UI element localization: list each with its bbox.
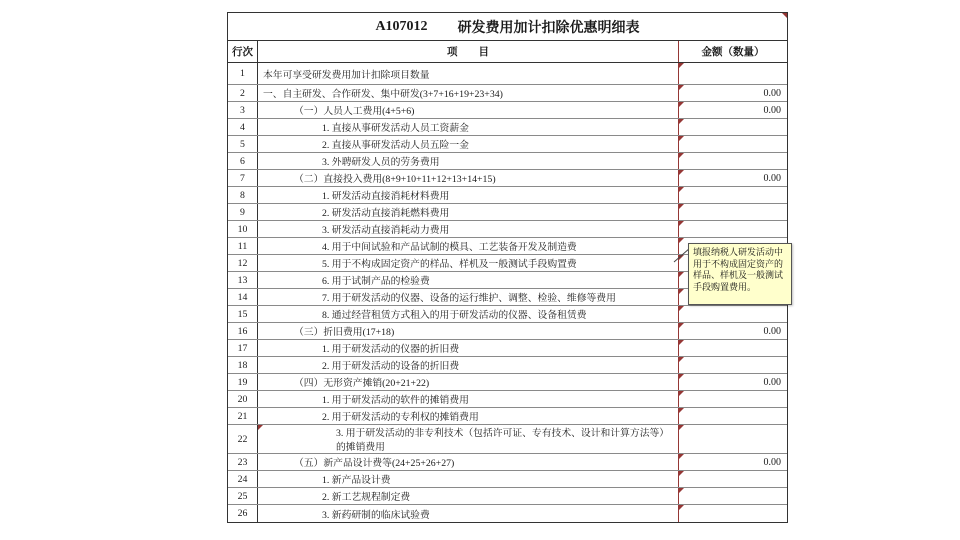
item-comment-flag-icon: [258, 425, 263, 430]
table-row: [228, 471, 787, 488]
header-item[interactable]: 项 目: [447, 47, 489, 58]
item-cell-label: 2. 新工艺规程制定费: [322, 492, 411, 503]
row-number-cell[interactable]: 14: [228, 289, 258, 305]
item-cell[interactable]: [258, 85, 678, 101]
row-number-cell[interactable]: 20: [228, 391, 258, 407]
table-row: [228, 391, 787, 408]
row-number-cell[interactable]: 15: [228, 306, 258, 322]
row-number-cell[interactable]: 16: [228, 323, 258, 339]
item-cell[interactable]: [258, 238, 678, 254]
row-number-cell[interactable]: 26: [228, 505, 258, 522]
table-row: [228, 505, 787, 522]
item-cell-label: （五）新产品设计费等(24+25+26+27): [294, 458, 455, 469]
row-number-cell[interactable]: 9: [228, 204, 258, 220]
table-row: [228, 63, 787, 85]
header-row-number[interactable]: 行次: [228, 41, 258, 62]
row-number-cell[interactable]: 7: [228, 170, 258, 186]
item-cell[interactable]: [258, 153, 678, 169]
item-cell[interactable]: [258, 471, 678, 487]
item-cell[interactable]: [258, 306, 678, 322]
amount-value: 0.00: [763, 456, 781, 468]
item-cell-label: 2. 用于研发活动的专利权的摊销费用: [322, 412, 479, 423]
table-row: [228, 136, 787, 153]
item-cell[interactable]: [258, 170, 678, 186]
amount-value: 0.00: [763, 172, 781, 184]
comment-flag-icon: [679, 170, 684, 175]
comment-flag-icon: [679, 272, 684, 277]
item-cell[interactable]: [258, 102, 678, 118]
comment-flag-icon: [679, 63, 684, 68]
item-cell-label: 8. 通过经营租赁方式租入的用于研发活动的仪器、设备租赁费: [322, 310, 587, 321]
comment-flag-icon: [679, 340, 684, 345]
item-cell[interactable]: [258, 488, 678, 504]
amount-cell[interactable]: [678, 340, 787, 356]
table-row: [228, 323, 787, 340]
comment-flag-icon: [679, 187, 684, 192]
row-number-cell[interactable]: 24: [228, 471, 258, 487]
item-cell-label: 4. 用于中间试验和产品试制的模具、工艺装备开发及制造费: [322, 242, 577, 253]
item-cell-label: 2. 直接从事研发活动人员五险一金: [322, 140, 469, 151]
item-cell-label: 本年可享受研发费用加计扣除项目数量: [263, 69, 430, 81]
item-cell[interactable]: [258, 63, 678, 84]
amount-cell[interactable]: [678, 102, 787, 118]
item-cell-label: 5. 用于不构成固定资产的样品、样机及一般测试手段购置费: [322, 259, 577, 270]
item-cell-label: 2. 用于研发活动的设备的折旧费: [322, 361, 460, 372]
comment-flag-icon: [679, 488, 684, 493]
item-cell-label: 3. 用于研发活动的非专利技术（包括许可证、专有技术、设计和计算方法等）的摊销费用: [336, 428, 670, 453]
item-cell-label: 3. 新药研制的临床试验费: [322, 509, 430, 521]
item-cell[interactable]: [258, 136, 678, 152]
amount-cell[interactable]: [678, 221, 787, 237]
row-number-cell[interactable]: 4: [228, 119, 258, 135]
amount-cell[interactable]: [678, 306, 787, 322]
table-row: [228, 153, 787, 170]
table-row: [228, 454, 787, 471]
item-cell-label: 1. 用于研发活动的软件的摊销费用: [322, 395, 469, 406]
comment-flag-icon: [679, 238, 684, 243]
table-row: [228, 340, 787, 357]
comment-flag-icon: [679, 374, 684, 379]
amount-value: 0.00: [763, 376, 781, 388]
row-number-cell[interactable]: 6: [228, 153, 258, 169]
comment-flag-icon: [679, 85, 684, 90]
comment-flag-icon: [679, 119, 684, 124]
comment-flag-icon: [679, 136, 684, 141]
form-title-cell[interactable]: [228, 13, 787, 41]
table-row: [228, 374, 787, 391]
item-cell[interactable]: [258, 289, 678, 305]
amount-cell[interactable]: [678, 187, 787, 203]
item-cell[interactable]: [258, 255, 678, 271]
comment-flag-icon: [679, 505, 684, 510]
table-row: [228, 187, 787, 204]
comment-flag-icon: [679, 102, 684, 107]
comment-flag-icon: [679, 153, 684, 158]
item-cell-label: 1. 新产品设计费: [322, 475, 391, 486]
row-number-cell[interactable]: 11: [228, 238, 258, 254]
item-cell-label: 1. 用于研发活动的仪器的折旧费: [322, 344, 460, 355]
item-cell-label: （二）直接投入费用(8+9+10+11+12+13+14+15): [294, 174, 496, 185]
amount-cell[interactable]: [678, 408, 787, 424]
table-row: [228, 204, 787, 221]
item-cell[interactable]: [258, 454, 678, 470]
comment-tooltip-text: 填报纳税人研发活动中用于不构成固定资产的样品、样机及一般测试手段购置费用。: [693, 247, 784, 293]
amount-cell[interactable]: [678, 119, 787, 135]
amount-cell[interactable]: [678, 170, 787, 186]
item-cell[interactable]: [258, 357, 678, 373]
row-number-cell[interactable]: 25: [228, 488, 258, 504]
amount-cell[interactable]: [678, 471, 787, 487]
amount-cell[interactable]: [678, 454, 787, 470]
comment-flag-icon: [679, 454, 684, 459]
item-cell-label: 1. 研发活动直接消耗材料费用: [322, 191, 450, 202]
comment-flag-icon: [679, 204, 684, 209]
row-number-cell[interactable]: 23: [228, 454, 258, 470]
amount-cell[interactable]: [678, 63, 787, 84]
amount-value: 0.00: [763, 325, 781, 337]
row-number-cell[interactable]: 19: [228, 374, 258, 390]
row-number-cell[interactable]: 3: [228, 102, 258, 118]
item-cell-label: （一）人员人工费用(4+5+6): [294, 106, 415, 117]
item-cell[interactable]: [258, 391, 678, 407]
row-number-cell[interactable]: 10: [228, 221, 258, 237]
amount-cell[interactable]: [678, 357, 787, 373]
table-row: [228, 357, 787, 374]
row-number-cell[interactable]: 21: [228, 408, 258, 424]
comment-flag-icon: [679, 221, 684, 226]
comment-flag-icon: [679, 289, 684, 294]
comment-flag-icon: [782, 13, 787, 18]
amount-cell[interactable]: [678, 505, 787, 522]
comment-flag-icon: [679, 471, 684, 476]
item-cell[interactable]: [258, 187, 678, 203]
header-amount[interactable]: 金额（数量）: [678, 41, 787, 62]
table-row: [228, 85, 787, 102]
item-cell[interactable]: [258, 340, 678, 356]
comment-flag-icon: [679, 425, 684, 430]
table-row: [228, 306, 787, 323]
table-row: [228, 488, 787, 505]
item-cell-label: 2. 研发活动直接消耗燃料费用: [322, 208, 450, 219]
amount-cell[interactable]: [678, 85, 787, 101]
row-number-cell[interactable]: 22: [228, 425, 258, 453]
row-number-cell[interactable]: 1: [228, 63, 258, 84]
amount-cell[interactable]: [678, 204, 787, 220]
item-cell-label: 1. 直接从事研发活动人员工资薪金: [322, 123, 469, 134]
table-row: [228, 119, 787, 136]
comment-flag-icon: [679, 306, 684, 311]
form-code: A107012: [375, 18, 428, 34]
table-row: [228, 221, 787, 238]
item-cell-label: 一、自主研发、合作研发、集中研发(3+7+16+19+23+34): [263, 89, 503, 100]
amount-cell[interactable]: [678, 136, 787, 152]
comment-flag-icon: [679, 408, 684, 413]
item-cell[interactable]: [258, 272, 678, 288]
amount-cell[interactable]: [678, 153, 787, 169]
table-row: [228, 170, 787, 187]
amount-value: 0.00: [763, 104, 781, 116]
item-cell[interactable]: [258, 323, 678, 339]
row-number-cell[interactable]: 8: [228, 187, 258, 203]
item-cell[interactable]: [258, 204, 678, 220]
row-number-cell[interactable]: 5: [228, 136, 258, 152]
comment-tooltip: [688, 243, 792, 305]
item-cell-label: 7. 用于研发活动的仪器、设备的运行维护、调整、检验、维修等费用: [322, 293, 616, 304]
item-cell-label: （四）无形资产摊销(20+21+22): [294, 378, 430, 389]
item-cell-label: 6. 用于试制产品的检验费: [322, 276, 430, 287]
form-title: 研发费用加计扣除优惠明细表: [457, 20, 640, 36]
item-cell[interactable]: [258, 119, 678, 135]
amount-cell[interactable]: [678, 323, 787, 339]
item-cell[interactable]: [258, 221, 678, 237]
row-number-cell[interactable]: 18: [228, 357, 258, 373]
comment-flag-icon: [679, 391, 684, 396]
item-cell[interactable]: [258, 425, 678, 453]
amount-cell[interactable]: [678, 374, 787, 390]
amount-cell[interactable]: [678, 391, 787, 407]
table-row: [228, 102, 787, 119]
table-header-row: [228, 41, 787, 63]
row-number-cell[interactable]: 12: [228, 255, 258, 271]
row-number-cell[interactable]: 17: [228, 340, 258, 356]
item-cell[interactable]: [258, 374, 678, 390]
row-number-cell[interactable]: 2: [228, 85, 258, 101]
table-row: [228, 408, 787, 425]
row-number-cell[interactable]: 13: [228, 272, 258, 288]
comment-flag-icon: [679, 323, 684, 328]
item-cell-label: 3. 研发活动直接消耗动力费用: [322, 225, 450, 236]
comment-flag-icon: [679, 357, 684, 362]
item-cell[interactable]: [258, 505, 678, 522]
amount-cell[interactable]: [678, 425, 787, 453]
item-cell-label: （三）折旧费用(17+18): [294, 327, 395, 338]
item-cell[interactable]: [258, 408, 678, 424]
amount-value: 0.00: [763, 87, 781, 99]
amount-cell[interactable]: [678, 488, 787, 504]
table-row: [228, 425, 787, 454]
item-cell-label: 3. 外聘研发人员的劳务费用: [322, 157, 440, 168]
